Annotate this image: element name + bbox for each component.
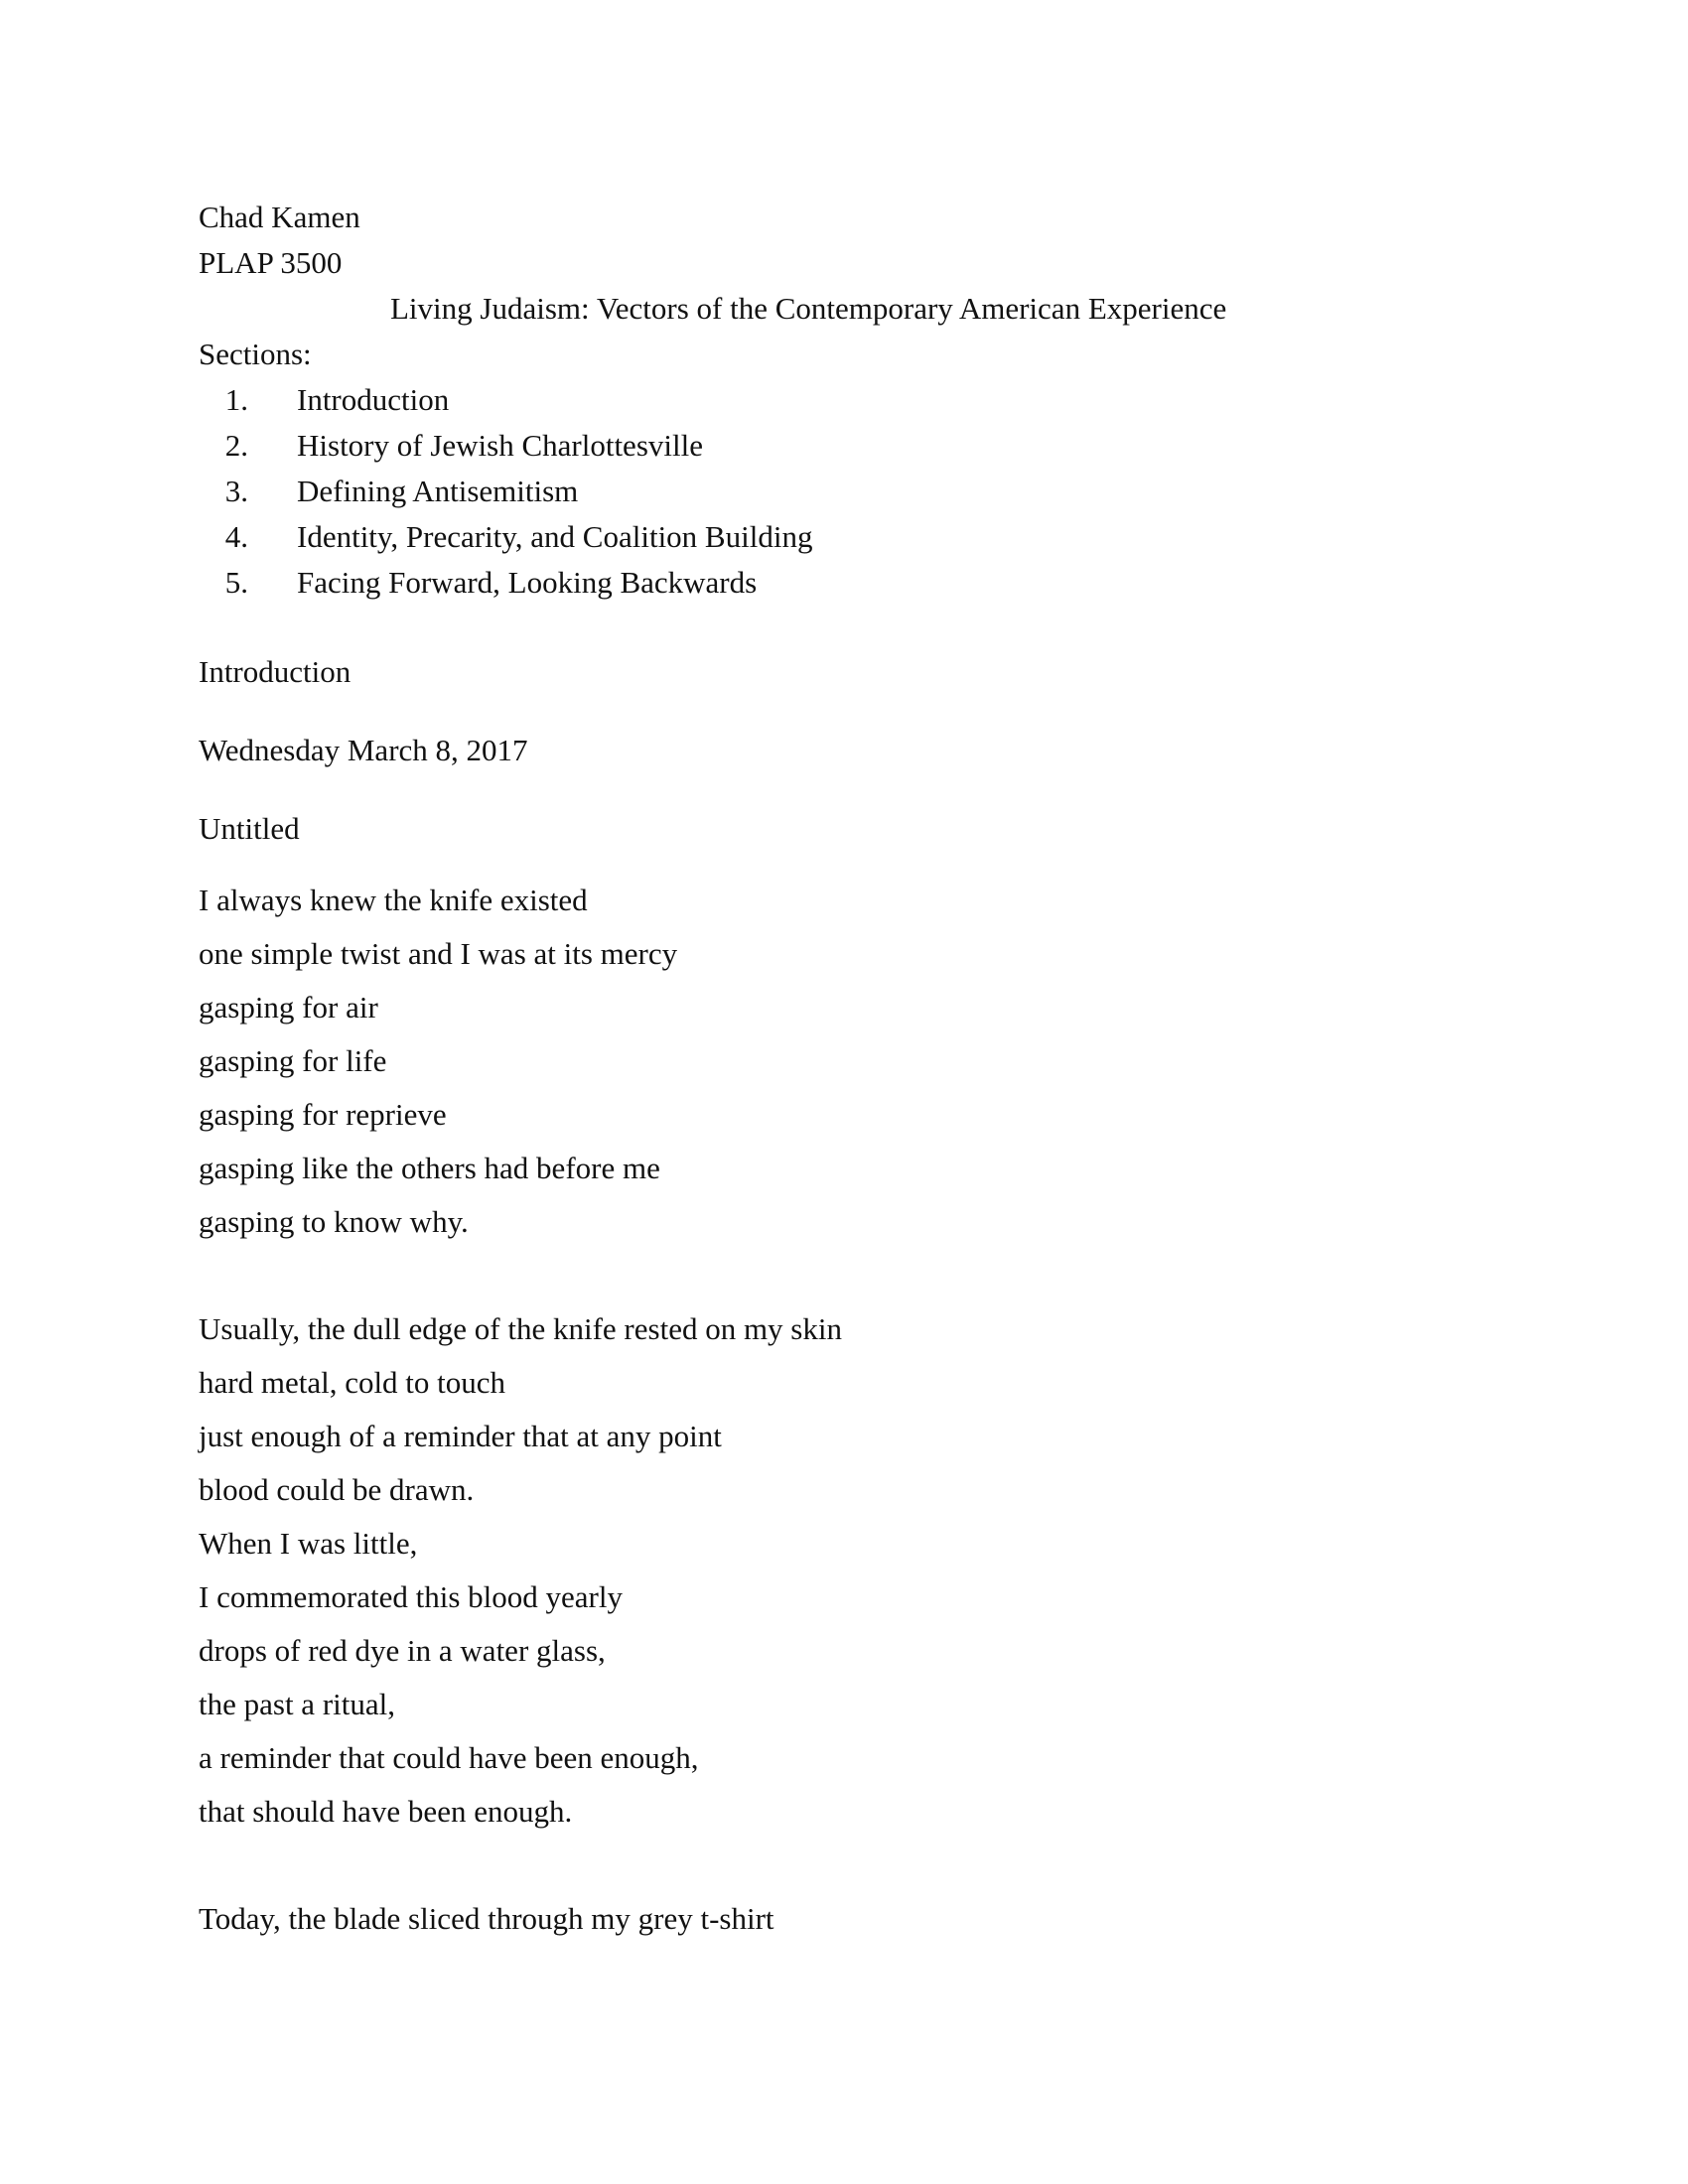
poem-line: a reminder that could have been enough,	[199, 1740, 699, 1775]
sections-label: Sections:	[199, 337, 312, 371]
poem-line: hard metal, cold to touch	[199, 1365, 506, 1400]
section-title: Defining Antisemitism	[297, 474, 579, 508]
section-item	[199, 377, 1489, 423]
section-title: Introduction	[297, 382, 450, 417]
section-item	[199, 469, 1489, 514]
poem-line: When I was little,	[199, 1526, 418, 1561]
poem-line: one simple twist and I was at its mercy	[199, 936, 678, 971]
poem-stanza-2	[199, 1302, 1489, 1839]
course-code: PLAP 3500	[199, 245, 343, 280]
author-name: Chad Kamen	[199, 200, 360, 234]
poem-line: Today, the blade sliced through my grey t-shirt	[199, 1901, 774, 1936]
intro-heading: Introduction	[199, 654, 352, 689]
section-title: Facing Forward, Looking Backwards	[297, 565, 758, 600]
poem-line: the past a ritual,	[199, 1687, 395, 1721]
section-item	[199, 514, 1489, 560]
section-number: 4.	[224, 519, 248, 554]
sections-list	[199, 377, 1489, 606]
section-item	[199, 423, 1489, 469]
poem-line: drops of red dye in a water glass,	[199, 1633, 606, 1668]
section-number: 2.	[224, 428, 248, 463]
poem-stanza-3	[199, 1892, 1489, 1946]
document-title: Living Judaism: Vectors of the Contemporary American Experience	[390, 291, 1227, 326]
section-number: 1.	[224, 382, 248, 417]
poem-line: gasping for air	[199, 990, 378, 1024]
poem-line: I commemorated this blood yearly	[199, 1579, 623, 1614]
poem-line: gasping like the others had before me	[199, 1151, 660, 1185]
section-number: 3.	[224, 474, 248, 508]
poem-line: I always knew the knife existed	[199, 883, 588, 917]
poem-line: gasping for reprieve	[199, 1097, 447, 1132]
poem-line: gasping to know why.	[199, 1204, 469, 1239]
section-title: Identity, Precarity, and Coalition Building	[297, 519, 813, 554]
poem-line: blood could be drawn.	[199, 1472, 475, 1507]
poem-line: just enough of a reminder that at any point	[199, 1419, 722, 1453]
section-item	[199, 560, 1489, 606]
poem-stanza-1	[199, 874, 1489, 1249]
poem-line: Usually, the dull edge of the knife rested on my skin	[199, 1311, 842, 1346]
poem-line: that should have been enough.	[199, 1794, 573, 1829]
poem-title: Untitled	[199, 811, 300, 846]
section-number: 5.	[224, 565, 248, 600]
document-page	[199, 195, 1489, 1946]
entry-date: Wednesday March 8, 2017	[199, 733, 528, 767]
poem-line: gasping for life	[199, 1043, 387, 1078]
section-title: History of Jewish Charlottesville	[297, 428, 703, 463]
